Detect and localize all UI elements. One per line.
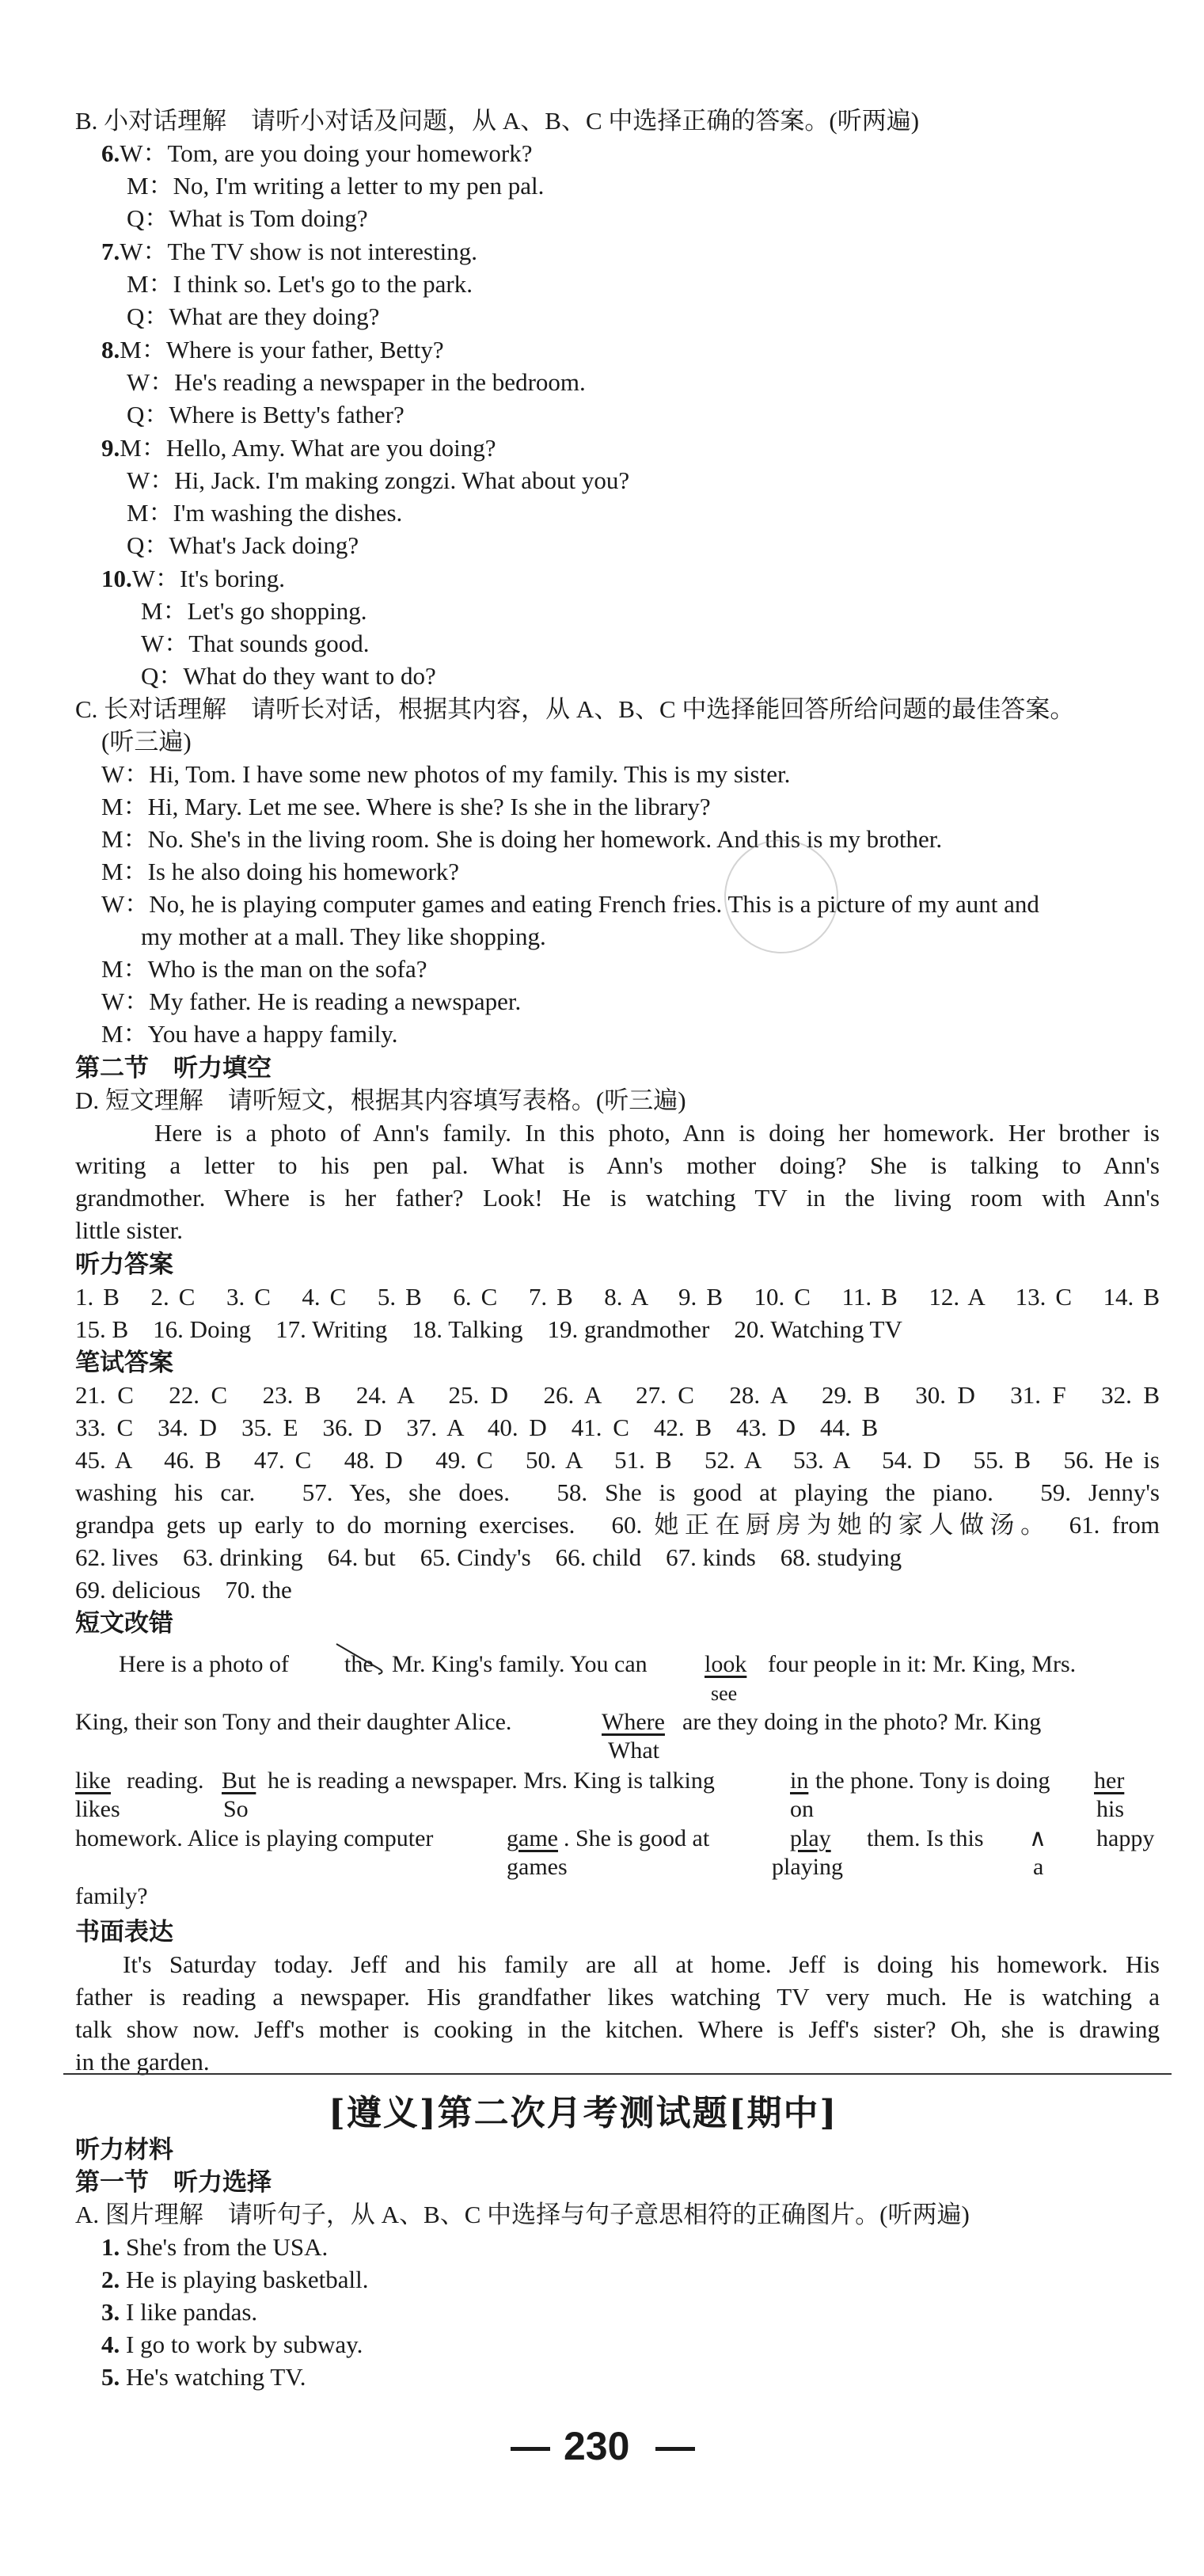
passage-line: Here is a photo of Ann's family. In this photo, Ann is doing her homework. Her brother is — [154, 1119, 1160, 1147]
page-number: 230 — [564, 2424, 630, 2468]
dialog-line: W：My father. He is reading a newspaper. — [101, 987, 522, 1015]
passage-line: writing a letter to his pen pal. What is Ann's mother doing? She is talking to Ann's — [75, 1151, 1160, 1179]
correction-text: King, their son Tony and their daughter Alice. — [75, 1709, 512, 1735]
dialog-line: Q：What is Tom doing? — [127, 204, 368, 232]
error-word: But — [222, 1767, 256, 1794]
correction-text: four people in it: Mr. King, Mrs. — [768, 1651, 1077, 1677]
dialog-number: 7. — [101, 238, 120, 265]
writing-line: talk show now. Jeff's mother is cooking in the kitchen. Where is Jeff's sister? Oh, she is drawing — [75, 2015, 1160, 2043]
dialog-line: W：Hi, Tom. I have some new photos of my family. This is my sister. — [101, 760, 791, 788]
fix-word: a — [1033, 1854, 1044, 1880]
error-word: look — [705, 1651, 747, 1677]
fix-word: What — [608, 1737, 659, 1764]
error-word: Where — [602, 1709, 665, 1735]
item-text: She's from the USA. — [126, 2233, 329, 2261]
item-number: 4. — [101, 2331, 120, 2358]
dialog-line: W：Tom, are you doing your homework? — [120, 139, 533, 167]
dialog-10-line — [101, 563, 285, 595]
dialog-line: W：No, he is playing computer games and eating French fries. This is a picture of my aunt and — [101, 890, 1039, 918]
error-word: play — [790, 1825, 831, 1851]
list-item — [101, 2264, 369, 2296]
section-c-heading: C. 长对话理解 请听长对话，根据其内容，从 A、B、C 中选择能回答所给问题的最佳答案。 — [75, 695, 1075, 723]
fix-word: games — [507, 1854, 568, 1880]
dialog-line: M：No. She's in the living room. She is doing her homework. And this is my brother. — [101, 825, 943, 853]
dialog-6-line — [101, 138, 533, 169]
correction-text: are they doing in the photo? Mr. King — [682, 1709, 1042, 1735]
dialog-line: Q：What are they doing? — [127, 302, 380, 330]
item-text: I like pandas. — [126, 2298, 258, 2326]
dialog-line: M：I'm washing the dishes. — [127, 499, 403, 527]
item-number: 3. — [101, 2298, 120, 2326]
correction-text: Mr. King's family. You can — [392, 1651, 648, 1677]
deletion-mark-icon — [332, 1638, 388, 1677]
item-number: 5. — [101, 2363, 120, 2391]
error-word: game — [507, 1825, 558, 1851]
test-title: [遵义]第二次月考测试题[期中] — [329, 2093, 838, 2133]
correction-heading: 短文改错 — [75, 1609, 173, 1637]
list-item — [101, 2232, 328, 2263]
list-item — [101, 2329, 363, 2361]
item-number: 1. — [101, 2233, 120, 2261]
part1-heading: 第一节 听力选择 — [75, 2168, 272, 2196]
dialog-line: Q：What's Jack doing? — [127, 531, 359, 559]
writing-line: father is reading a newspaper. His grandfather likes watching TV very much. He is watching a — [75, 1983, 1160, 2011]
answer-row: 1. B 2. C 3. C 4. C 5. B 6. C 7. B 8. A 9. B 10. C 11. B 12. A 13. C 14. B — [75, 1283, 1160, 1311]
fix-word: see — [711, 1682, 738, 1705]
item-text: He is playing basketball. — [126, 2266, 369, 2293]
writing-heading: 书面表达 — [75, 1918, 173, 1946]
error-word: her — [1094, 1767, 1125, 1794]
dialog-line: Q：Where is Betty's father? — [127, 401, 404, 428]
fix-word: his — [1096, 1796, 1125, 1822]
writing-line: It's Saturday today. Jeff and his family are all at home. Jeff is doing his homework. His — [123, 1950, 1160, 1978]
page-dash-right: — — [655, 2424, 695, 2468]
answer-row: 33. C 34. D 35. E 36. D 37. A 40. D 41. C 42. B 43. D 44. B — [75, 1414, 879, 1441]
list-item — [101, 2361, 306, 2393]
listening-material-heading: 听力材料 — [75, 2136, 173, 2163]
answer-row: 15. B 16. Doing 17. Writing 18. Talking 19. grandmother 20. Watching TV — [75, 1315, 902, 1343]
dialog-line: my mother at a mall. They like shopping. — [141, 923, 546, 950]
correction-text: them. Is this — [867, 1825, 984, 1851]
correction-text: he is reading a newspaper. Mrs. King is talking — [268, 1767, 715, 1794]
dialog-line: M：Where is your father, Betty? — [120, 336, 444, 363]
dialog-line: M：You have a happy family. — [101, 1020, 398, 1048]
written-answers-heading: 笔试答案 — [75, 1349, 173, 1376]
divider — [63, 2073, 1172, 2075]
dialog-9-line — [101, 432, 496, 464]
correction-text: happy — [1096, 1825, 1155, 1851]
section-c-heading-note: (听三遍) — [101, 728, 192, 755]
answer-row: 69. delicious 70. the — [75, 1576, 292, 1604]
fix-word: likes — [75, 1796, 120, 1822]
answer-row: 62. lives 63. drinking 64. but 65. Cindy's 66. child 67. kinds 68. studying — [75, 1543, 902, 1571]
dialog-line: M：Let's go shopping. — [141, 597, 367, 625]
dialog-line: M：Is he also doing his homework? — [101, 858, 460, 885]
dialog-line: M：No, I'm writing a letter to my pen pal. — [127, 172, 545, 200]
dialog-7-line — [101, 236, 477, 268]
answer-row: 45. A 46. B 47. C 48. D 49. C 50. A 51. B 52. A 53. A 54. D 55. B 56. He is — [75, 1446, 1160, 1474]
dialog-line: W：It's boring. — [131, 565, 286, 592]
page-dash-left: — — [511, 2424, 550, 2468]
dialog-number: 10. — [101, 565, 132, 592]
deleted-word: the — [344, 1651, 374, 1677]
dialog-line: W：The TV show is not interesting. — [120, 238, 478, 265]
dialog-number: 8. — [101, 336, 120, 363]
dialog-8-line — [101, 334, 444, 366]
dialog-line: W：Hi, Jack. I'm making zongzi. What about you? — [127, 466, 630, 494]
item-text: I go to work by subway. — [126, 2331, 363, 2358]
dialog-line: M：Hello, Amy. What are you doing? — [120, 434, 496, 462]
dialog-number: 6. — [101, 139, 120, 167]
fix-word: So — [223, 1796, 249, 1822]
dialog-line: Q：What do they want to do? — [141, 662, 436, 690]
item-text: He's watching TV. — [126, 2363, 306, 2391]
dialog-number: 9. — [101, 434, 120, 462]
section-a-heading: A. 图片理解 请听句子，从 A、B、C 中选择与句子意思相符的正确图片。(听两遍) — [75, 2201, 970, 2228]
answer-row: grandpa gets up early to do morning exercises. 60. 她正在厨房为她的家人做汤。 61. from — [75, 1511, 1160, 1539]
passage-line: grandmother. Where is her father? Look! He is watching TV in the living room with Ann's — [75, 1184, 1160, 1212]
passage-line: little sister. — [75, 1216, 184, 1244]
insert-caret: ∧ — [1029, 1825, 1046, 1851]
writing-line: in the garden. — [75, 2048, 210, 2076]
dialog-line: M：Hi, Mary. Let me see. Where is she? Is she in the library? — [101, 793, 711, 820]
error-word: like — [75, 1767, 111, 1794]
error-word: in — [790, 1767, 809, 1794]
correction-text: family? — [75, 1883, 148, 1909]
correction-text: Here is a photo of — [119, 1651, 289, 1677]
dialog-line: M：Who is the man on the sofa? — [101, 955, 427, 983]
section-d-heading: D. 短文理解 请听短文，根据其内容填写表格。(听三遍) — [75, 1086, 686, 1114]
correction-text: . She is good at — [564, 1825, 710, 1851]
listening-answers-heading: 听力答案 — [75, 1250, 173, 1278]
section-b-heading: B. 小对话理解 请听小对话及问题，从 A、B、C 中选择正确的答案。(听两遍) — [75, 107, 920, 135]
answer-row: 21. C 22. C 23. B 24. A 25. D 26. A 27. C 28. A 29. B 30. D 31. F 32. B — [75, 1381, 1160, 1409]
correction-text: homework. Alice is playing computer — [75, 1825, 434, 1851]
dialog-line: M：I think so. Let's go to the park. — [127, 270, 473, 298]
item-number: 2. — [101, 2266, 120, 2293]
dialog-line: W：That sounds good. — [141, 630, 370, 657]
fix-word: on — [790, 1796, 814, 1822]
correction-text: reading. — [127, 1767, 204, 1794]
list-item — [101, 2296, 257, 2328]
fix-word: playing — [772, 1854, 843, 1880]
answer-row: washing his car. 57. Yes, she does. 58. She is good at playing the piano. 59. Jenny's — [75, 1478, 1160, 1506]
part2-heading: 第二节 听力填空 — [75, 1054, 272, 1082]
correction-text: the phone. Tony is doing — [815, 1767, 1050, 1794]
dialog-line: W：He's reading a newspaper in the bedroom. — [127, 368, 586, 396]
